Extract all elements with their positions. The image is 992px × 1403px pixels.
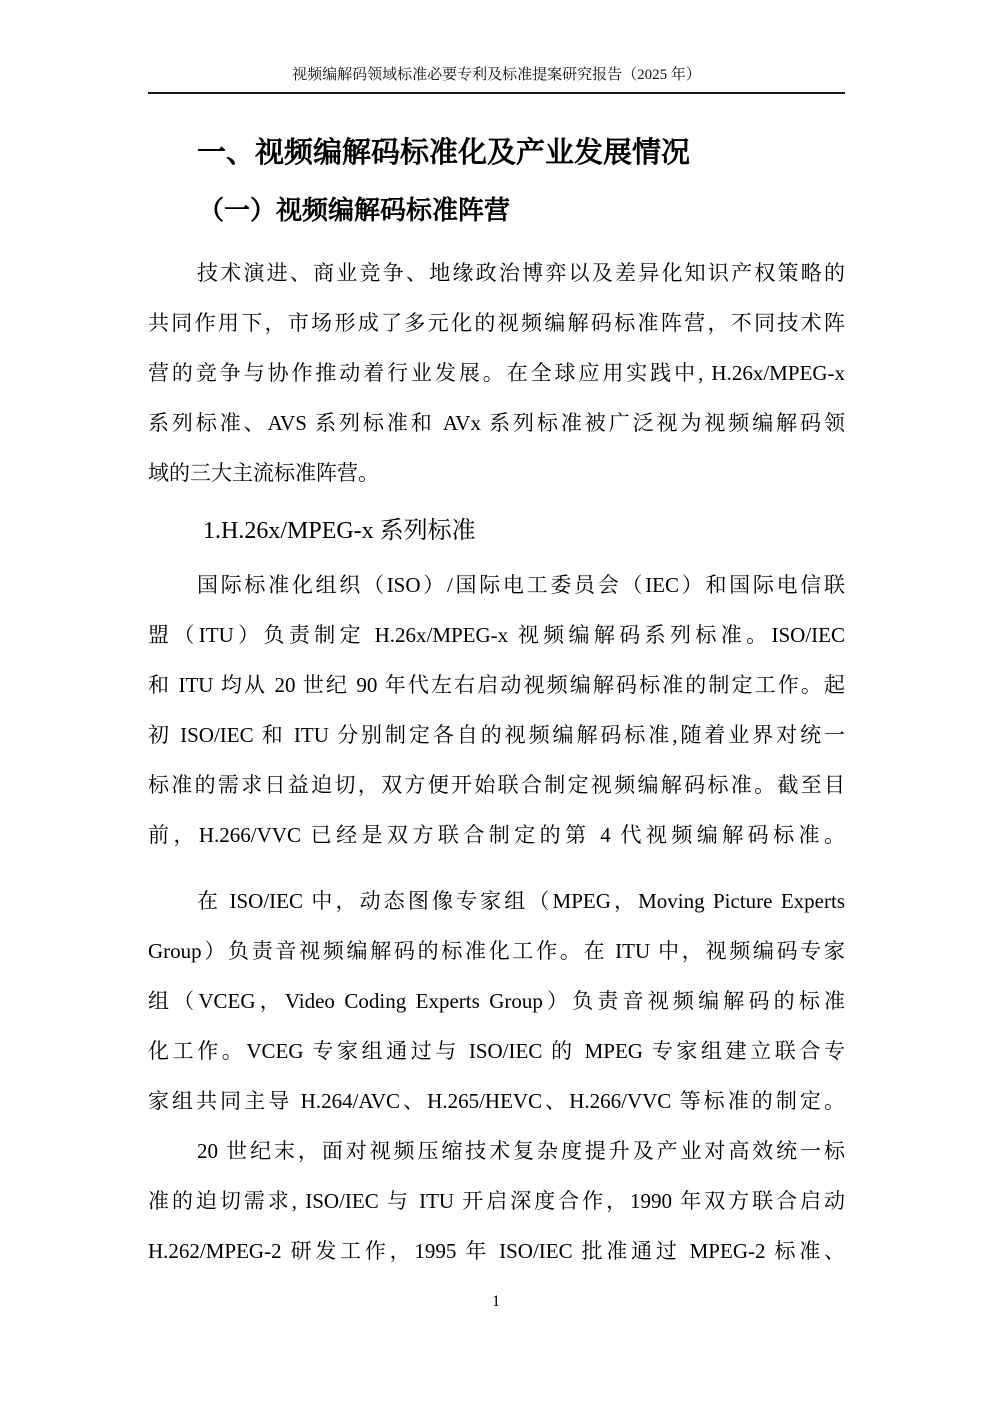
body-text-line: 家组共同主导 H.264/AVC、H.265/HEVC、H.266/VVC 等标准的制定。 xyxy=(148,1089,845,1113)
body-text-line: 准的迫切需求, ISO/IEC 与 ITU 开启深度合作，1990 年双方联合启动 xyxy=(148,1189,845,1213)
body-text-line: 共同作用下，市场形成了多元化的视频编解码标准阵营，不同技术阵 xyxy=(148,311,845,335)
body-text-line: 初 ISO/IEC 和 ITU 分别制定各自的视频编解码标准,随着业界对统一 xyxy=(148,723,845,747)
subsection-title: （一）视频编解码标准阵营 xyxy=(198,196,511,225)
body-text-line: 域的三大主流标准阵营。 xyxy=(148,461,379,485)
body-text-line: H.262/MPEG-2 研发工作，1995 年 ISO/IEC 批准通过 MPEG-2 标准、 xyxy=(148,1239,845,1263)
body-text-line: 组（VCEG，Video Coding Experts Group）负责音视频编解码的标准 xyxy=(148,989,845,1013)
body-text-line: 技术演进、商业竞争、地缘政治博弈以及差异化知识产权策略的 xyxy=(197,261,845,285)
body-text-line: 和 ITU 均从 20 世纪 90 年代左右启动视频编解码标准的制定工作。起 xyxy=(148,673,845,697)
header-title: 视频编解码领域标准必要专利及标准提案研究报告（2025 年） xyxy=(292,67,701,83)
body-text xyxy=(148,248,845,1276)
body-text-line: 营的竞争与协作推动着行业发展。在全球应用实践中, H.26x/MPEG-x xyxy=(148,361,845,385)
document-content xyxy=(148,135,845,1276)
page-footer xyxy=(0,1291,992,1313)
body-text-line: 前，H.266/VVC 已经是双方联合制定的第 4 代视频编解码标准。 xyxy=(148,823,845,847)
para-1 xyxy=(148,248,845,498)
page-header xyxy=(148,0,845,94)
para-3 xyxy=(148,876,845,1126)
body-text-line: 在 ISO/IEC 中，动态图像专家组（MPEG，Moving Picture Experts xyxy=(197,889,845,913)
page-number: 1 xyxy=(492,1293,500,1310)
para-2 xyxy=(148,560,845,860)
body-text-line: 系列标准、AVS 系列标准和 AVx 系列标准被广泛视为视频编解码领 xyxy=(148,411,845,435)
body-text-line: 盟（ITU）负责制定 H.26x/MPEG-x 视频编解码系列标准。ISO/IEC xyxy=(148,623,845,647)
para-4 xyxy=(148,1126,845,1276)
body-text-line: 化工作。VCEG 专家组通过与 ISO/IEC 的 MPEG 专家组建立联合专 xyxy=(148,1039,845,1063)
body-text-line: 国际标准化组织（ISO）/国际电工委员会（IEC）和国际电信联 xyxy=(197,573,845,597)
body-text-line: Group）负责音视频编解码的标准化工作。在 ITU 中，视频编码专家 xyxy=(148,939,845,963)
section-title: 一、视频编解码标准化及产业发展情况 xyxy=(197,137,691,169)
section-heading-1: 1.H.26x/MPEG-x 系列标准 xyxy=(203,518,476,544)
body-text-line: 标准的需求日益迫切，双方便开始联合制定视频编解码标准。截至目 xyxy=(148,773,845,797)
body-text-line: 20 世纪末，面对视频压缩技术复杂度提升及产业对高效统一标 xyxy=(197,1139,845,1163)
